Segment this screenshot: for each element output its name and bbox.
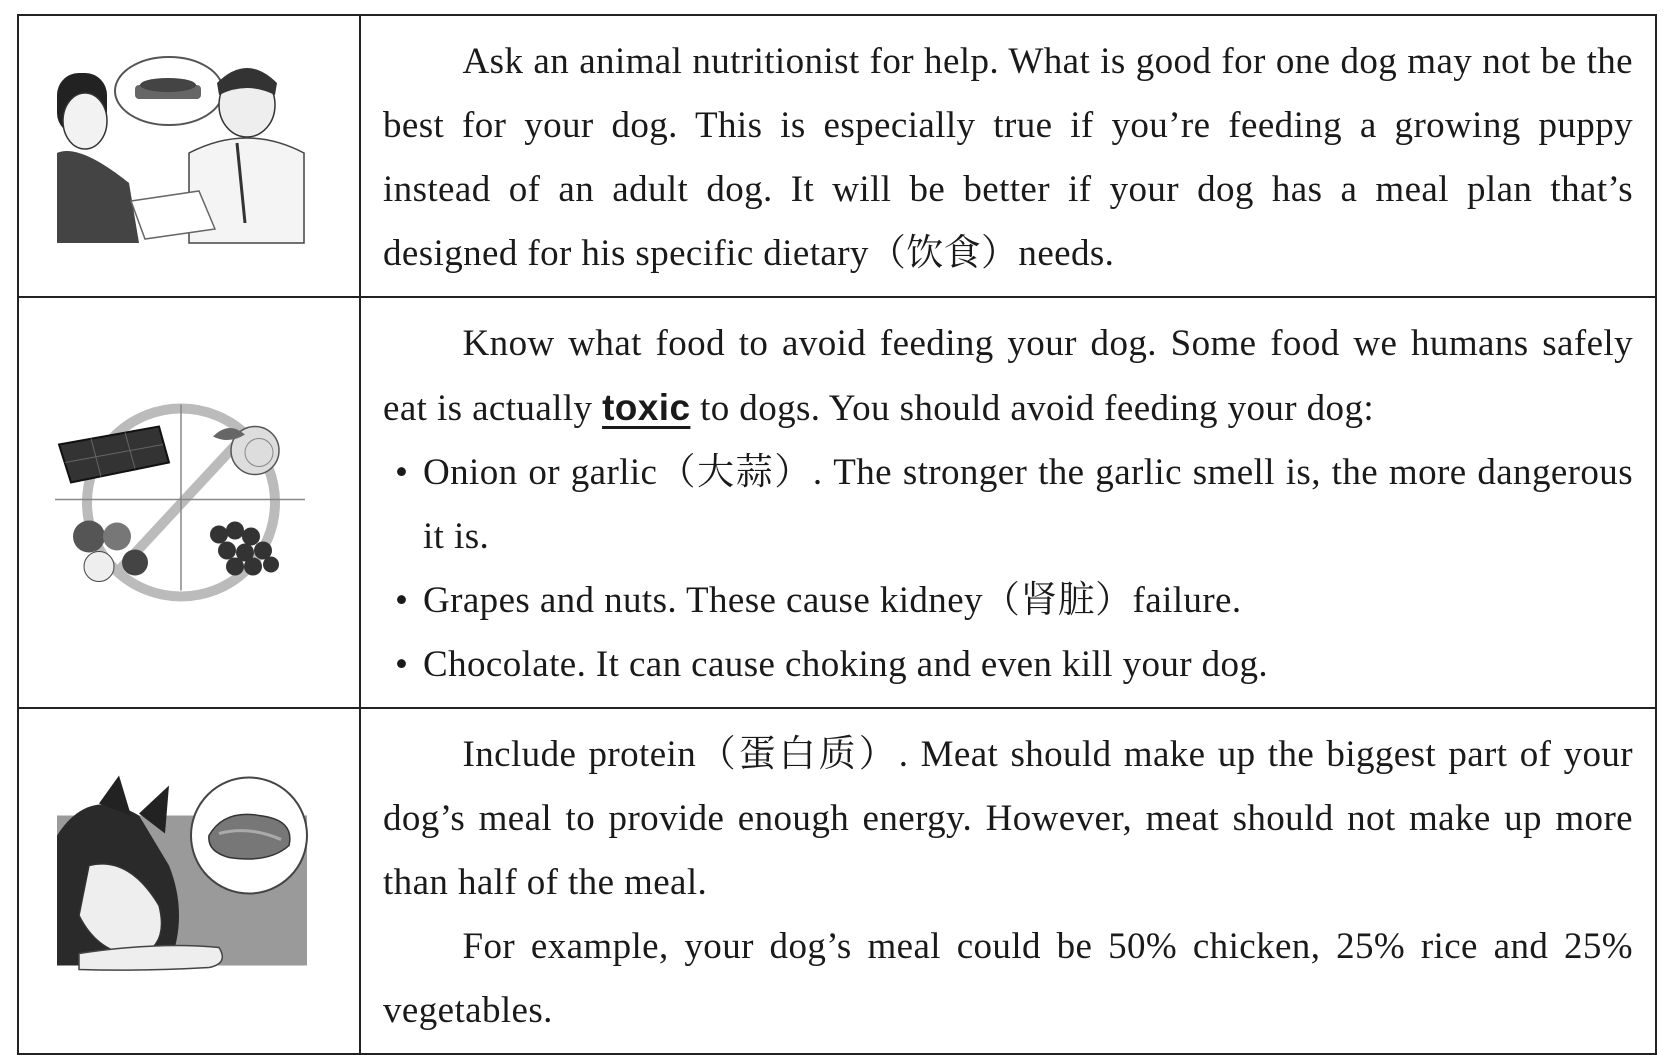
table-row: [18, 15, 1656, 297]
intro-paragraph: [383, 312, 1633, 441]
list-item: [383, 441, 1633, 569]
dog-with-meat-icon: [19, 709, 359, 1053]
list-item: [383, 569, 1633, 633]
bullet-icon: •: [395, 644, 409, 685]
bullet-text: Onion or garlic（大蒜）. The stronger the garlic smell is, the more dangerous it is.: [423, 452, 1633, 557]
bullet-text: Chocolate. It can cause choking and even kill your dog.: [423, 644, 1268, 685]
paragraph: Include protein（蛋白质）. Meat should make up the biggest part of your dog’s meal to provide enough energy. However, meat should not make up more than half of the meal.: [383, 734, 1633, 903]
avoid-food-list: [383, 441, 1633, 697]
illustration-cell: [18, 297, 360, 708]
consulting-veterinarian-icon: [19, 16, 359, 296]
illustration-cell: [18, 15, 360, 297]
table-row: [18, 708, 1656, 1054]
text-cell: [360, 297, 1656, 708]
intro-text-before: Know what food to avoid feeding your dog. Some food we humans safely eat is actually: [383, 323, 1633, 429]
paragraph: Ask an animal nutritionist for help. What is good for one dog may not be the best for your dog. This is especially true if you’re feeding a growing puppy instead of an adult dog. It will be better if your dog has a meal plan that’s designed for his specific dietary（饮食）needs.: [383, 41, 1633, 274]
list-item: [383, 633, 1633, 697]
intro-text-after: to dogs. You should avoid feeding your dog:: [690, 388, 1375, 429]
bullet-icon: •: [395, 452, 409, 493]
forbidden-foods-icon: [19, 298, 359, 707]
keyword-toxic: toxic: [602, 387, 691, 428]
bullet-text: Grapes and nuts. These cause kidney（肾脏）failure.: [423, 580, 1242, 621]
illustration-cell: [18, 708, 360, 1054]
nutrition-tips-table: [17, 14, 1657, 1055]
table-row: [18, 297, 1656, 708]
text-cell: [360, 708, 1656, 1054]
bullet-icon: •: [395, 580, 409, 621]
paragraph: For example, your dog’s meal could be 50% chicken, 25% rice and 25% vegetables.: [383, 926, 1633, 1031]
text-cell: [360, 15, 1656, 297]
